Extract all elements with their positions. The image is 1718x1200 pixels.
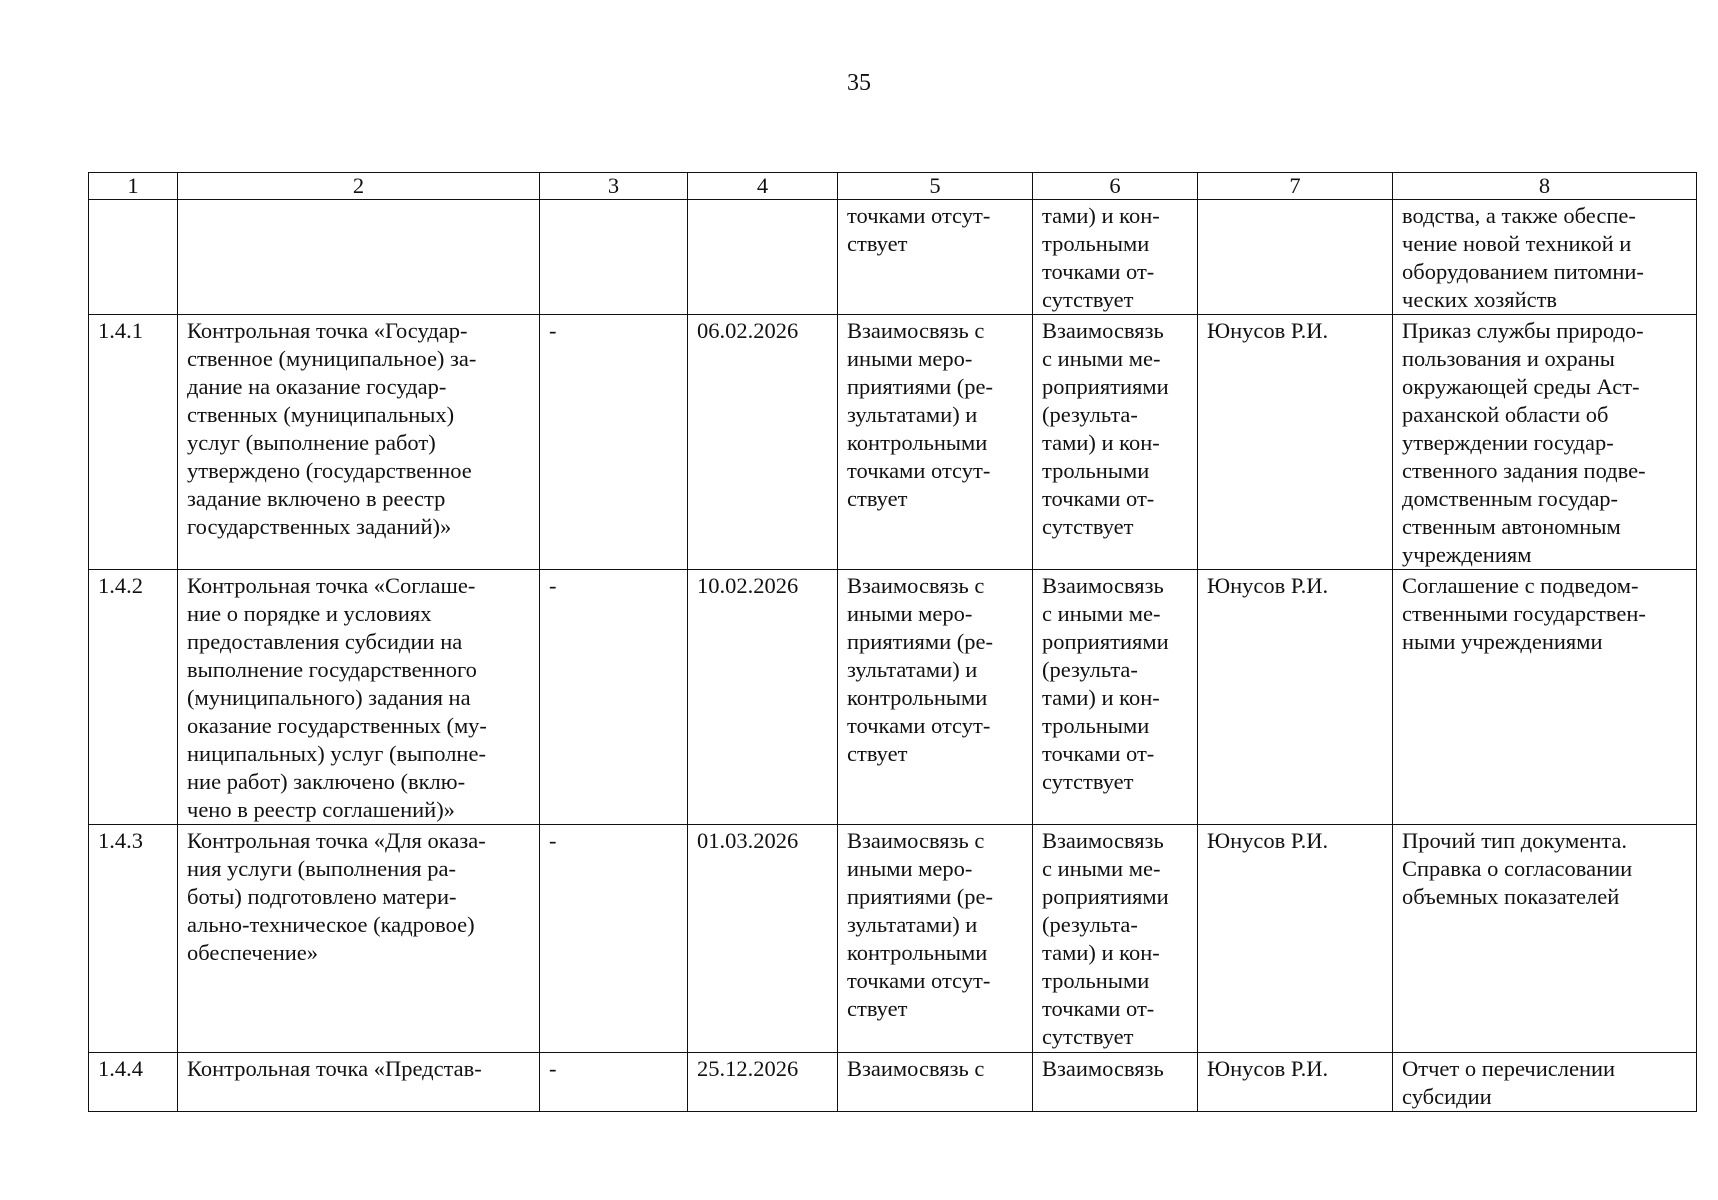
table-row <box>89 200 1697 315</box>
column-header: 1 <box>89 173 178 200</box>
interconnection-value: Взаимосвязь с иными меро- приятиями (ре- зультатами) и контрольными точками отсут- ствует <box>838 825 1033 1053</box>
col3-value <box>540 200 688 315</box>
responsible-person: Юнусов Р.И. <box>1198 315 1393 570</box>
document-type: водства, а также обеспе- чение новой техникой и оборудованием питомни- ческих хозяйств <box>1393 200 1697 315</box>
date-value: 25.12.2026 <box>688 1053 838 1112</box>
interconnection-value: точками отсут- ствует <box>838 200 1033 315</box>
interconnection-value: Взаимосвязь с иными меро- приятиями (ре- зультатами) и контрольными точками отсут- ствует <box>838 570 1033 825</box>
control-point-name: Контрольная точка «Государ- ственное (муниципальное) за- дание на оказание государ- ственных (муниципальных) услуг (выполнение работ) утверждено (государственное задание включено в реестр государственных заданий)» <box>178 315 540 570</box>
column-header: 6 <box>1033 173 1198 200</box>
control-point-name: Контрольная точка «Представ- <box>178 1053 540 1112</box>
table-row <box>89 570 1697 825</box>
interconnection-value-2: Взаимосвязь с иными ме- роприятиями (результа- тами) и кон- трольными точками от- сутствует <box>1033 315 1198 570</box>
column-header: 2 <box>178 173 540 200</box>
row-number: 1.4.3 <box>89 825 178 1053</box>
interconnection-value: Взаимосвязь с <box>838 1053 1033 1112</box>
col3-value: - <box>540 570 688 825</box>
document-type: Прочий тип документа. Справка о согласовании объемных показателей <box>1393 825 1697 1053</box>
interconnection-value-2: Взаимосвязь <box>1033 1053 1198 1112</box>
row-number: 1.4.1 <box>89 315 178 570</box>
column-header: 4 <box>688 173 838 200</box>
col3-value: - <box>540 315 688 570</box>
interconnection-value-2: Взаимосвязь с иными ме- роприятиями (результа- тами) и кон- трольными точками от- сутствует <box>1033 570 1198 825</box>
responsible-person <box>1198 200 1393 315</box>
responsible-person: Юнусов Р.И. <box>1198 825 1393 1053</box>
date-value <box>688 200 838 315</box>
col3-value: - <box>540 825 688 1053</box>
document-type: Отчет о перечислении субсидии <box>1393 1053 1697 1112</box>
responsible-person: Юнусов Р.И. <box>1198 1053 1393 1112</box>
row-number: 1.4.4 <box>89 1053 178 1112</box>
table-row <box>89 825 1697 1053</box>
column-header: 5 <box>838 173 1033 200</box>
interconnection-value-2: Взаимосвязь с иными ме- роприятиями (результа- тами) и кон- трольными точками от- сутствует <box>1033 825 1198 1053</box>
control-point-name <box>178 200 540 315</box>
interconnection-value-2: тами) и кон- трольными точками от- сутствует <box>1033 200 1198 315</box>
column-header: 7 <box>1198 173 1393 200</box>
control-point-name: Контрольная точка «Для оказа- ния услуги (выполнения ра- боты) подготовлено матери- ально-техническое (кадровое) обеспечение» <box>178 825 540 1053</box>
date-value: 10.02.2026 <box>688 570 838 825</box>
column-header: 3 <box>540 173 688 200</box>
responsible-person: Юнусов Р.И. <box>1198 570 1393 825</box>
column-header: 8 <box>1393 173 1697 200</box>
date-value: 01.03.2026 <box>688 825 838 1053</box>
date-value: 06.02.2026 <box>688 315 838 570</box>
table-row <box>89 1053 1697 1112</box>
document-type: Соглашение с подведом- ственными государствен- ными учреждениями <box>1393 570 1697 825</box>
table-row <box>89 315 1697 570</box>
row-number <box>89 200 178 315</box>
document-type: Приказ службы природо- пользования и охраны окружающей среды Аст- раханской области об утверждении государ- ственного задания подве- домственным государ- ственным автономным учреждениям <box>1393 315 1697 570</box>
control-points-table <box>88 172 1697 1112</box>
control-point-name: Контрольная точка «Соглаше- ние о порядке и условиях предоставления субсидии на выполнение государственного (муниципального) задания на оказание государственных (му- ниципальных) услуг (выполне- ние работ) заключено (вклю- чено в реестр соглашений)» <box>178 570 540 825</box>
page-number: 35 <box>847 70 871 96</box>
col3-value: - <box>540 1053 688 1112</box>
header-row <box>89 173 1697 200</box>
row-number: 1.4.2 <box>89 570 178 825</box>
interconnection-value: Взаимосвязь с иными меро- приятиями (ре- зультатами) и контрольными точками отсут- ствует <box>838 315 1033 570</box>
